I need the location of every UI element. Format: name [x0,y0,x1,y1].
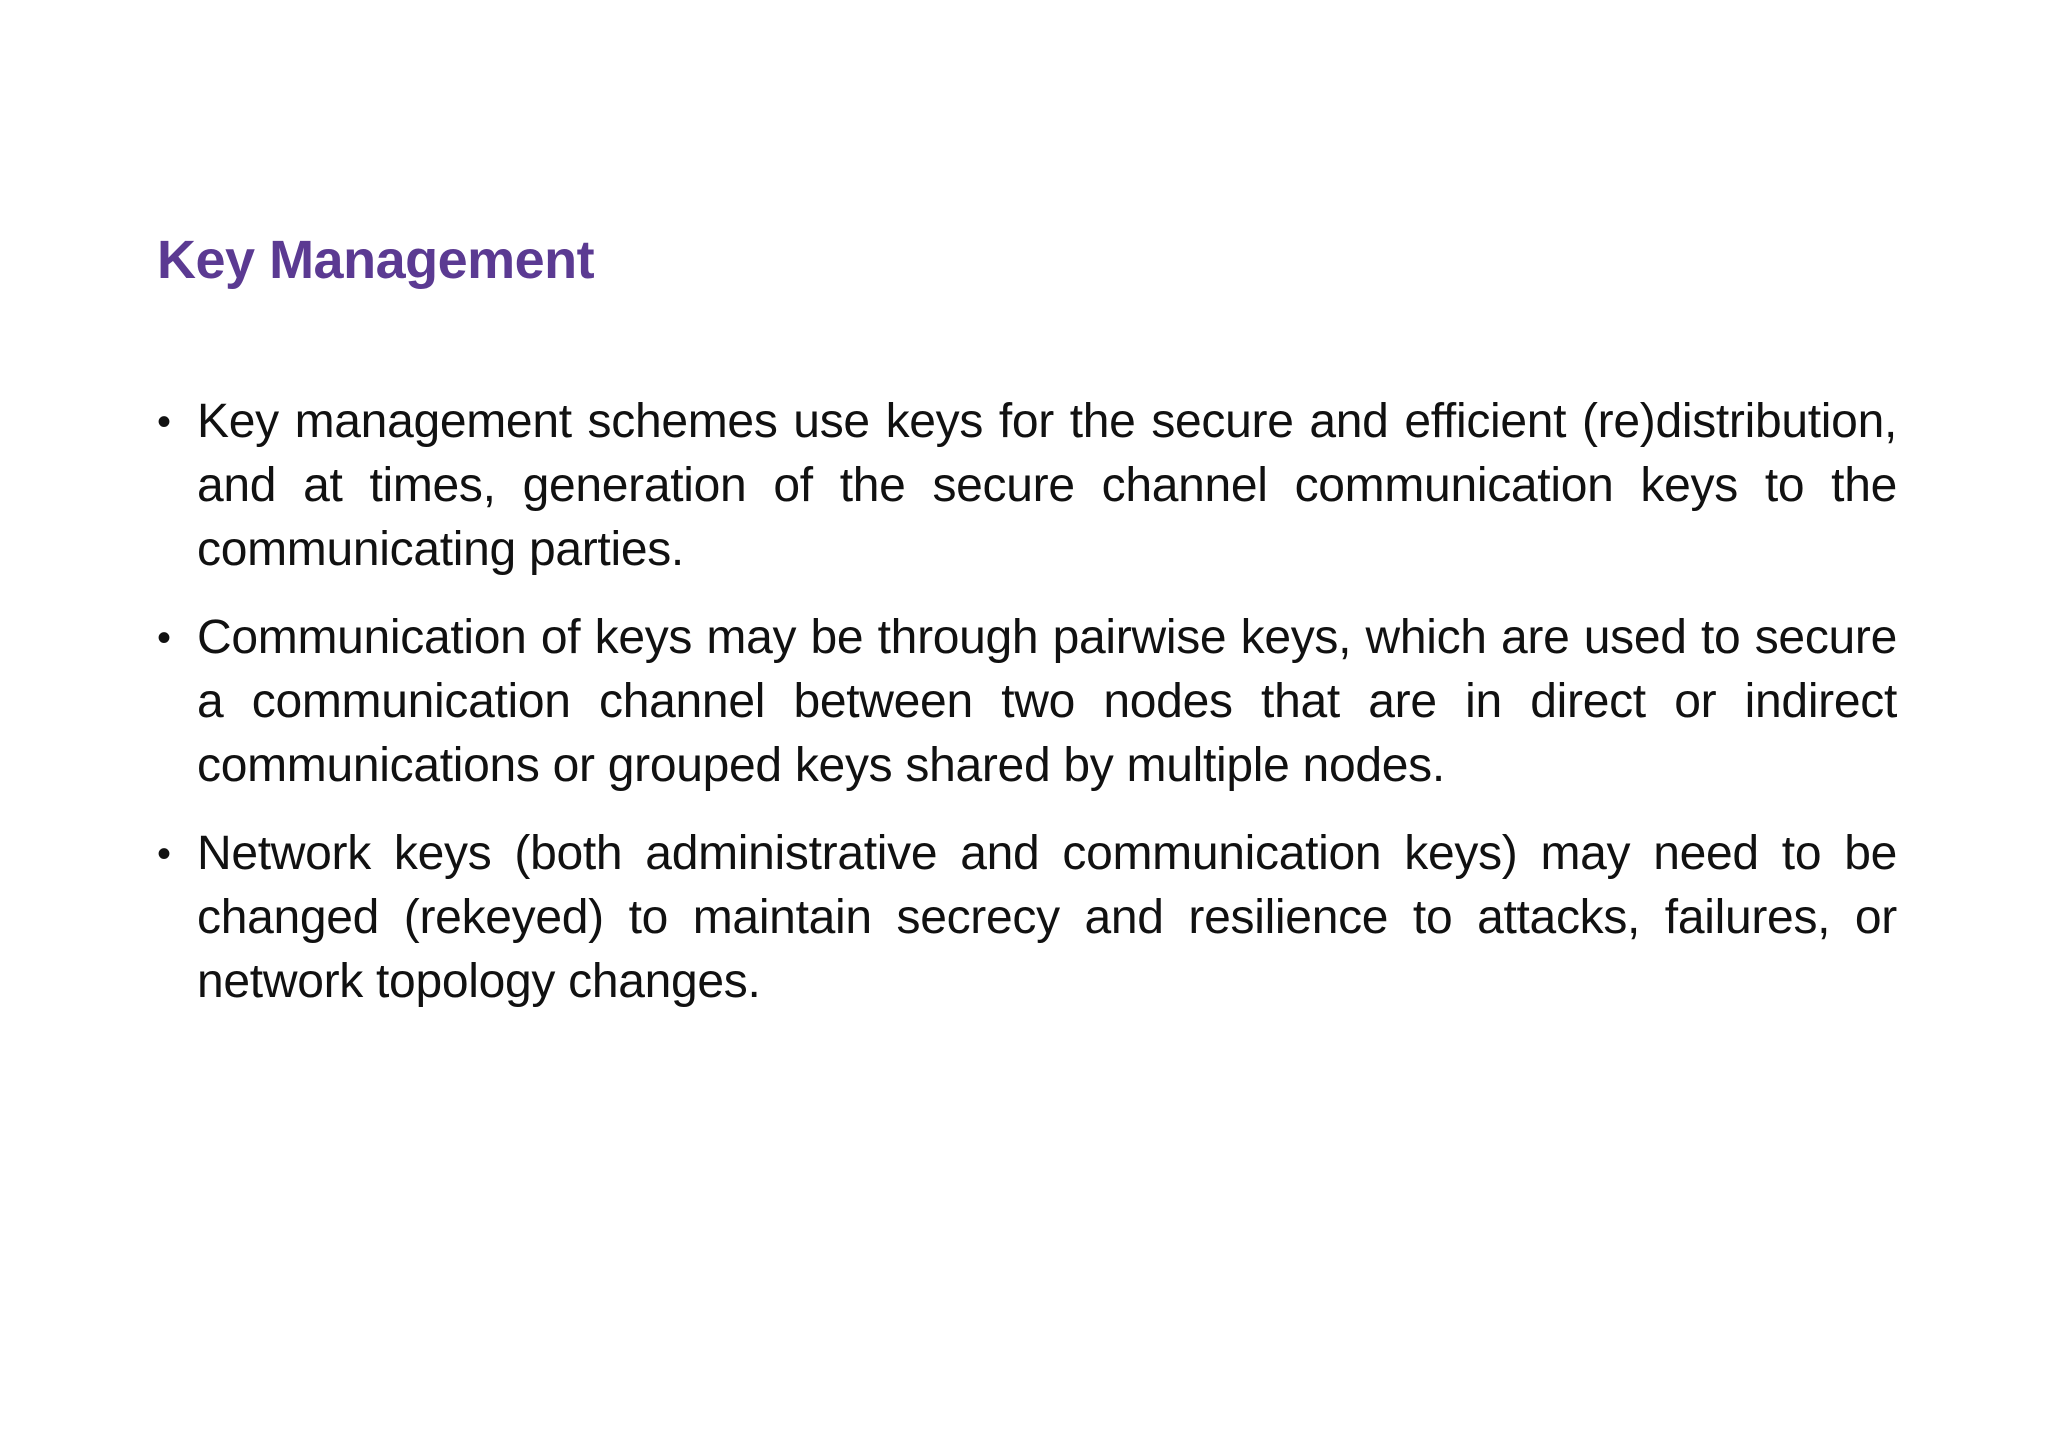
bullet-text: Communication of keys may be through pairwise keys, which are used to secure a communication channel between two nodes that are in direct or indirect communications or grouped keys shared by multiple nodes. [197,611,1897,792]
bullet-marker-icon: • [157,616,171,660]
bullet-item [157,822,1897,1014]
bullet-text: Network keys (both administrative and communication keys) may need to be changed (rekeyed) to maintain secrecy and resilience to attacks, failures, or network topology changes. [197,827,1897,1008]
bullet-text: Key management schemes use keys for the secure and efficient (re)distribution, and at times, generation of the secure channel communication keys to the communicating parties. [197,395,1897,576]
bullet-marker-icon: • [157,400,171,444]
bullet-item [157,390,1897,582]
bullet-marker-icon: • [157,832,171,876]
bullet-item [157,606,1897,798]
bullet-list [157,390,1897,1038]
slide-title: Key Management [157,230,595,290]
